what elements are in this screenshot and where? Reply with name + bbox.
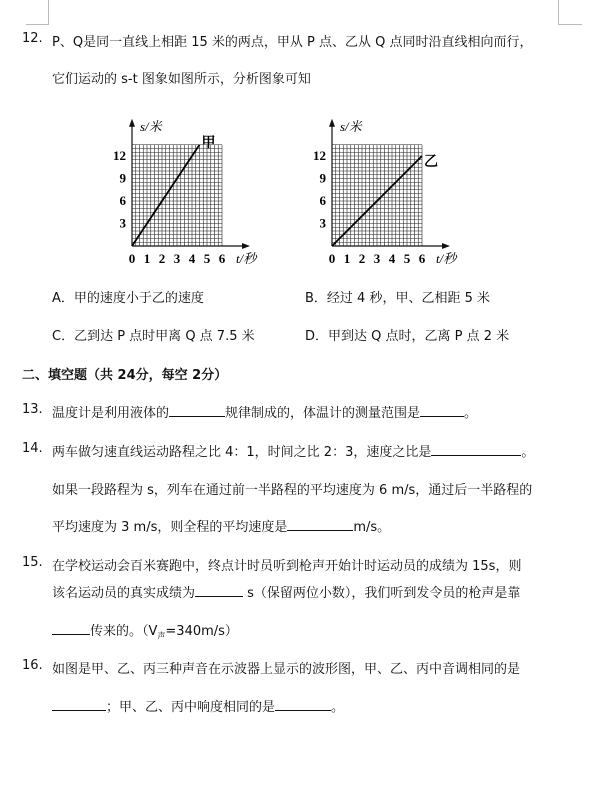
x-tick-label: 5 bbox=[403, 251, 411, 266]
q12-option-c: C．乙到达 P 点时甲离 Q 点 7.5 米 bbox=[52, 329, 255, 344]
q16-blank-1[interactable] bbox=[52, 698, 106, 711]
q15-line2-a: 该名运动员的真实成绩为 bbox=[52, 586, 196, 601]
q16-line2-b: 。 bbox=[331, 700, 345, 715]
series-label: 乙 bbox=[424, 155, 438, 170]
x-tick-label: 0 bbox=[328, 251, 336, 266]
x-tick-label: 4 bbox=[188, 251, 196, 266]
corner-mark-left-v bbox=[48, 0, 49, 24]
y-axis-arrow bbox=[129, 119, 135, 127]
q15-line2 bbox=[52, 582, 520, 601]
y-tick-label: 3 bbox=[119, 215, 126, 231]
x-tick-label: 2 bbox=[358, 251, 366, 266]
x-tick-label: 1 bbox=[343, 251, 351, 266]
x-tick-label: 0 bbox=[128, 251, 136, 266]
q15-line3-b: =340m/s） bbox=[165, 624, 238, 639]
q14-line1-a: 两车做匀速直线运动路程之比 4：1，时间之比 2：3，速度之比是 bbox=[52, 445, 432, 460]
q12-stem-line2: 它们运动的 s-t 图象如图所示，分析图象可知 bbox=[52, 72, 311, 87]
x-tick-label: 5 bbox=[203, 251, 211, 266]
y-tick-label: 3 bbox=[319, 215, 326, 231]
q15-line3 bbox=[52, 620, 238, 642]
q13-text-c: 。 bbox=[464, 406, 478, 421]
corner-mark-left-h bbox=[26, 24, 49, 25]
q14-blank-2[interactable] bbox=[287, 518, 353, 531]
x-tick-label: 4 bbox=[388, 251, 396, 266]
q14-line3-a: 平均速度为 3 m/s，则全程的平均速度是 bbox=[52, 520, 288, 535]
corner-mark-right-h bbox=[558, 24, 582, 25]
q14-number: 14. bbox=[22, 441, 43, 456]
y-tick-label: 6 bbox=[319, 193, 326, 208]
q14-line3-b: m/s。 bbox=[353, 520, 391, 535]
q13-text-b: 规律制成的，体温计的测量范围是 bbox=[225, 406, 421, 421]
y-tick-label: 6 bbox=[119, 193, 126, 208]
chart-jia bbox=[100, 100, 300, 275]
corner-mark-right-v bbox=[558, 0, 559, 24]
q15-blank-1[interactable] bbox=[195, 584, 243, 597]
q12-option-b: B．经过 4 秒，甲、乙相距 5 米 bbox=[305, 291, 490, 306]
q13-line bbox=[52, 402, 477, 421]
x-tick-label: 6 bbox=[418, 251, 426, 266]
y-tick-label: 12 bbox=[313, 148, 326, 163]
chart-yi bbox=[300, 100, 505, 275]
q13-number: 13. bbox=[22, 402, 43, 417]
q12-stem-line1: P、Q是同一直线上相距 15 米的两点，甲从 P 点、乙从 Q 点同时沿直线相向而行， bbox=[52, 35, 533, 50]
y-axis-label: s/米 bbox=[140, 118, 162, 134]
q15-subscript: 声 bbox=[157, 631, 166, 641]
q13-blank-2[interactable] bbox=[420, 404, 464, 417]
x-axis-label: t/秒 bbox=[436, 251, 457, 266]
q15-blank-2[interactable] bbox=[52, 622, 90, 635]
x-tick-label: 1 bbox=[143, 251, 151, 266]
q16-line2 bbox=[52, 696, 344, 715]
x-tick-label: 3 bbox=[173, 251, 181, 266]
q14-line3 bbox=[52, 516, 390, 535]
q16-line1: 如图是甲、乙、丙三种声音在示波器上显示的波形图，甲、乙、丙中音调相同的是 bbox=[52, 662, 521, 677]
q12-option-a: A．甲的速度小于乙的速度 bbox=[52, 291, 204, 306]
x-axis-label: t/秒 bbox=[236, 251, 257, 266]
q14-blank-1[interactable] bbox=[431, 443, 521, 456]
q13-text-a: 温度计是利用液体的 bbox=[52, 406, 170, 421]
q15-line3-a: 传来的。（V bbox=[90, 624, 158, 639]
x-axis-arrow bbox=[442, 243, 450, 249]
q15-number: 15. bbox=[22, 555, 43, 570]
q16-blank-2[interactable] bbox=[275, 698, 331, 711]
x-tick-label: 2 bbox=[158, 251, 166, 266]
q13-blank-1[interactable] bbox=[169, 404, 225, 417]
q16-number: 16. bbox=[22, 658, 43, 673]
q15-line1: 在学校运动会百米赛跑中，终点计时员听到枪声开始计时运动员的成绩为 15s，则 bbox=[52, 559, 522, 574]
q12-number: 12. bbox=[22, 31, 43, 46]
x-tick-label: 6 bbox=[218, 251, 226, 266]
q12-option-d: D．甲到达 Q 点时，乙离 P 点 2 米 bbox=[305, 329, 510, 344]
x-tick-label: 3 bbox=[373, 251, 381, 266]
y-axis-arrow bbox=[329, 119, 335, 127]
q15-line2-b: s（保留两位小数），我们听到发令员的枪声是靠 bbox=[243, 586, 521, 601]
x-axis-arrow bbox=[242, 243, 250, 249]
q14-line2: 如果一段路程为 s，列车在通过前一半路程的平均速度为 6 m/s，通过后一半路程的 bbox=[52, 483, 533, 498]
q16-line2-a: ；甲、乙、丙中响度相同的是 bbox=[106, 700, 276, 715]
q14-line1-b: 。 bbox=[521, 445, 535, 460]
y-axis-label: s/米 bbox=[340, 118, 362, 134]
y-tick-label: 12 bbox=[113, 148, 126, 163]
y-tick-label: 9 bbox=[119, 170, 126, 186]
q14-line1 bbox=[52, 441, 534, 460]
y-tick-label: 9 bbox=[319, 170, 326, 186]
series-label: 甲 bbox=[201, 135, 216, 151]
section2-title: 二、填空题（共 24分，每空 2分） bbox=[22, 368, 228, 383]
